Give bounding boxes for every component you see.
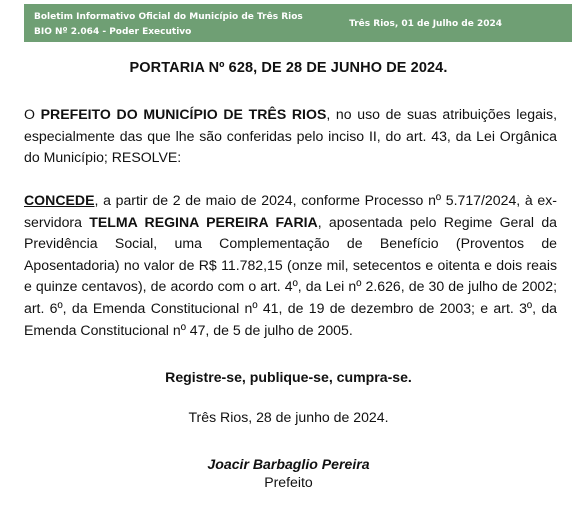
- beneficiary-name: TELMA REGINA PEREIRA FARIA: [89, 213, 318, 230]
- preamble-paragraph: [24, 104, 557, 169]
- bulletin-issue: BIO Nº 2.064 - Poder Executivo: [34, 27, 192, 37]
- place-date: Três Rios, 28 de junho de 2024.: [188, 409, 389, 425]
- concede-keyword: CONCEDE: [24, 192, 95, 208]
- preamble-text: , no uso de suas atribuições legais, especialmente das que lhe são conferidas pelo inciso II, do art. 43, da Lei Orgânica do Município; RESOLVE:: [24, 106, 557, 166]
- resolution-paragraph: [24, 190, 557, 341]
- bulletin-header: [24, 4, 572, 42]
- mayor-title: PREFEITO DO MUNICÍPIO DE TRÊS RIOS: [40, 106, 327, 122]
- closing-formula: Registre-se, publique-se, cumpra-se.: [165, 369, 412, 385]
- resolution-text-b: , aposentada pelo Regime Geral da Previdência Social, uma Complementação de Benefício (Proventos de Aposentadoria) no valor de R$ 11.782,15 (onze mil, setecentos e oitenta e dois reais e quinze centavos), de acordo com o art. 4º, da Lei nº 2.626, de 30 de julho de 2002; art. 6º, da Emenda Constitucional nº 41, de 19 de dezembro de 2003; e art. 3º, da Emenda Constitucional nº 47, de 5 de julho de 2005.: [24, 213, 557, 338]
- bulletin-name: Boletim Informativo Oficial do Município de Três Rios: [34, 12, 303, 22]
- bulletin-date: Três Rios, 01 de Julho de 2024: [349, 19, 502, 29]
- signer-name: Joacir Barbaglio Pereira: [207, 456, 370, 472]
- document-title: PORTARIA Nº 628, DE 28 DE JUNHO DE 2024.: [129, 60, 448, 76]
- signer-role: Prefeito: [264, 474, 313, 490]
- preamble-prefix: O: [24, 106, 41, 122]
- resolution-text-a: , a partir de 2 de maio de 2024, conforme Processo nº 5.717/2024, à ex-servidora: [24, 192, 557, 230]
